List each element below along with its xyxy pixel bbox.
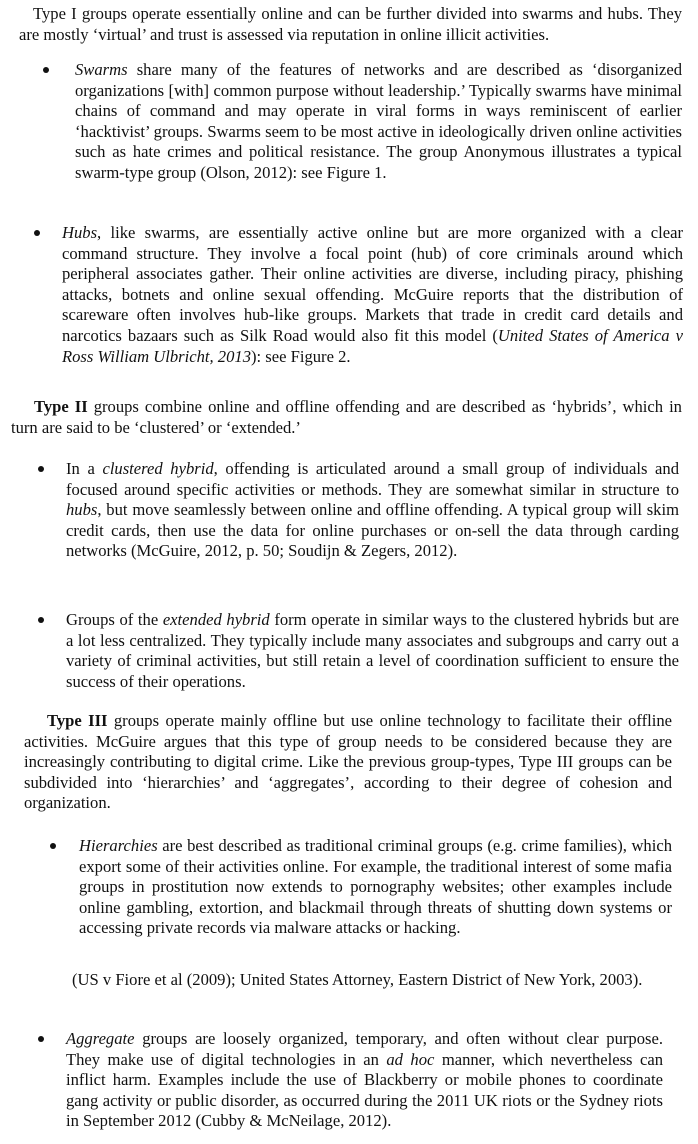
bullet-dot-icon bbox=[38, 1036, 44, 1042]
bullet-dot-icon bbox=[38, 466, 44, 472]
type-three-intro-text: groups operate mainly offline but use online technology to facilitate their offline activities. McGuire argues that this type of group needs to be considered because they are increasingly contributing to digital crime. Like the previous group-types, Type III groups can be subdivided into ‘hierarchies’ and ‘aggregates’, according to their degree of cohesion and organization. bbox=[24, 711, 672, 813]
citation-paragraph bbox=[72, 970, 670, 991]
bullet-dot-icon bbox=[34, 230, 40, 236]
extended-hybrid-description bbox=[66, 610, 679, 692]
hubs-term-ref: hubs bbox=[66, 500, 98, 520]
bullet-dot-icon bbox=[50, 843, 56, 849]
clustered-prefix: In a bbox=[66, 459, 103, 478]
swarms-text: share many of the features of networks and are described as ‘disorganized organizations [with] common purpose without leadership.’ Typically swarms have minimal chains of command and may operate in viral forms in ways reminiscent of earlier ‘hacktivist’ groups. Swarms seem to be most active in ideologically driven online activities such as hate crimes and political resistance. The group Anonymous illustrates a typical swarm-type group (Olson, 2012): see Figure 1. bbox=[75, 60, 682, 182]
citation-text: (US v Fiore et al (2009); United States Attorney, Eastern District of New York, 2003). bbox=[72, 970, 643, 989]
clustered-hybrid-term: clustered hybrid bbox=[102, 459, 214, 478]
bullet-dot-icon bbox=[43, 67, 49, 73]
extended-hybrid-term: extended hybrid bbox=[162, 610, 270, 629]
swarms-term: Swarms bbox=[75, 60, 128, 79]
hubs-case-citation: United States of America v Ross William Ulbricht, 2013 bbox=[62, 325, 683, 366]
type-two-label: Type II bbox=[34, 397, 88, 416]
extended-text: form operate in similar ways to the clustered hybrids but are a lot less centralized. They typically include many associates and subgroups and carry out a variety of criminal activities, but still retain a level of coordination sufficient to ensure the success of their operations. bbox=[66, 610, 679, 691]
type-three-intro-paragraph bbox=[24, 711, 672, 814]
clustered-text: , offending is articulated around a small group of individuals and focused around specific activities or methods. They are somewhat similar in structure to bbox=[66, 459, 679, 499]
type-two-intro-text: groups combine online and offline offending and are described as ‘hybrids’, which in turn are said to be ‘clustered’ or ‘extended.’ bbox=[11, 397, 682, 437]
hubs-description bbox=[62, 223, 683, 367]
hierarchies-term: Hierarchies bbox=[79, 836, 158, 855]
hierarchies-description bbox=[79, 836, 672, 939]
clustered-hybrid-description bbox=[66, 459, 679, 562]
hubs-text: , like swarms, are essentially active online but are more organized with a clear command structure. They involve a focal point (hub) of core criminals around which peripheral associates gather. Their online activities are diverse, including piracy, phishing attacks, botnets and online sexual offending. McGuire reports that the distribution of scareware often involves hub-like groups. Markets that trade in credit card details and narcotics bazaars such as Silk Road would also fit this model ( bbox=[62, 223, 683, 345]
extended-prefix: Groups of the bbox=[66, 610, 163, 629]
aggregate-term: Aggregate bbox=[66, 1029, 135, 1048]
clustered-text-after: , but move seamlessly between online and offline offending. A typical group will skim credit cards, then use the data for online purchases or on-sell the data through carding networks (McGuire, 2012, p. 50; Soudijn & Zegers, 2012). bbox=[66, 500, 679, 561]
type-one-intro-text: Type I groups operate essentially online and can be further divided into swarms and hubs. They are mostly ‘virtual’ and trust is assessed via reputation in online illicit activities. bbox=[19, 4, 682, 44]
bullet-dot-icon bbox=[38, 617, 44, 623]
aggregate-text-after: manner, which nevertheless can inflict harm. Examples include the use of Blackberry or mobile phones to coordinate gang activity or public disorder, as occurred during the 2011 UK riots or the Sydney riots in September 2012 (Cubby & McNeilage, 2012). bbox=[66, 1049, 663, 1131]
hubs-term: Hubs bbox=[62, 223, 98, 242]
aggregate-description bbox=[66, 1029, 663, 1132]
hierarchies-text: are best described as traditional criminal groups (e.g. crime families), which export some of their activities online. For example, the traditional interest of some mafia groups in prostitution now extends to pornography websites; other examples include online gambling, extortion, and blackmail through threats of shutting down systems or accessing private records via malware attacks or hacking. bbox=[79, 836, 672, 938]
type-two-intro-paragraph bbox=[11, 397, 682, 438]
swarms-description bbox=[75, 60, 682, 184]
hubs-text-after: ): see Figure 2. bbox=[251, 346, 351, 366]
ad-hoc-term: ad hoc bbox=[386, 1049, 435, 1069]
type-three-label: Type III bbox=[47, 711, 108, 730]
type-one-intro-paragraph bbox=[19, 4, 682, 45]
aggregate-text: groups are loosely organized, temporary, and often without clear purpose. They make use of digital technologies in an bbox=[66, 1029, 663, 1069]
